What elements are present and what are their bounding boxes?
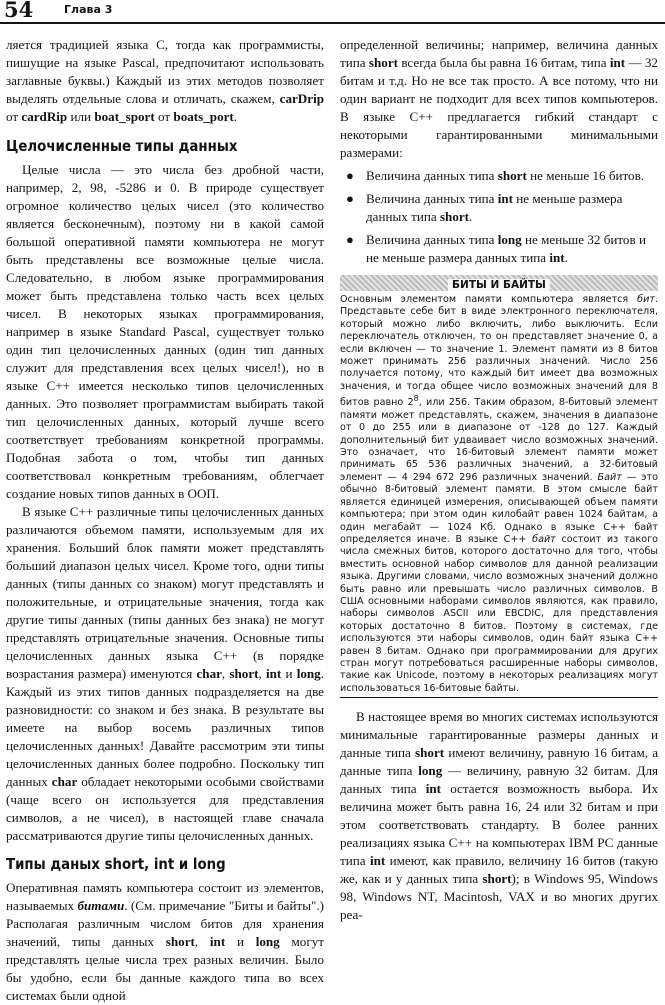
code-name: boats_port	[173, 109, 234, 124]
term-emphasis: байт	[532, 533, 556, 545]
paragraph-integer-sizes: В языке С++ различные типы целочисленных данных различаются объемом памяти, используемым для их хранения. Больший блок памяти может представлять больший диапазон целых чисел. Кроме того, одни типы данных (типы данных со знаком) могут представлять и положительные, и отрицательные значения, тогда как другие типы данных (типы данных без знака) не могут представлять отрицательные значения. Основные типы целочисленных данных языка С++ (в порядке возрастания размера) именуются char, short, int и long. Каждый из этих типов данных подразделяется на две разновидности: со знаком и без знака. В результате вы имеете на выбор восемь различных типов целочисленных данных! Давайте рассмотрим эти типы целочисленных данных более подробно. Поскольку тип данных char обладает некоторыми особыми свойствами (чаще всего он используется для представления символов, а не чисел), в настоящей главе сначала рассматриваются другие типы целочисленных данных.	[6, 504, 324, 843]
left-column	[6, 36, 324, 1005]
list-item: ● Величина данных типа short не меньше 16 битов.	[346, 168, 645, 183]
header-rule	[0, 22, 665, 24]
type-keyword: int	[549, 250, 565, 265]
paragraph-integers: Целые числа — это числа без дробной части, например, 2, 98, -5286 и 0. В природе существует огромное количество целых чисел (это количество является бесконечным), поэтому ни в какой самой большой оперативной памяти компьютера не могут быть представлены все возможные целые числа. Следовательно, в любом языке программирования может быть представлена только часть всех целых чисел. В некоторых языках программирования, например в языке Standard Pascal, существует только один тип целочисленных данных (один тип данных служит для представления всех целых чисел!), но в языке С++ имеется несколько типов целочисленных данных. Это позволяет программистам выбирать такой тип целочисленных данных, который лучше всего соответствует требованиям конкретной программы. Подобная забота о том, чтобы тип данных соответствовал конкретным требованиям, облегчает создание новых типов данных в ООП.	[6, 162, 324, 501]
code-name: boat_sport	[94, 109, 155, 124]
paragraph-sizes-continued: определенной величины; например, величина данных типа short всегда была бы равна 16 битам, типа int — 32 битам и т.д. Но не все так просто. А все потому, что ни один вариант не подходит для всех типов компьютеров. В языке С++ предлагается гибкий стандарт с некоторыми гарантированными минимальными размерами:	[340, 37, 658, 160]
code-name: cardRip	[21, 109, 68, 124]
section-heading-integer-types: Целочисленные типы данных	[6, 137, 238, 155]
code-name: carDrip	[279, 91, 324, 106]
type-keyword: int	[609, 55, 626, 70]
paragraph-naming-continued: ляется традицией языка С, тогда как программисты, пишущие на языке Pascal, предпочитают использовать заглавные буквы.) Каждый из этих методов позволяет выделять отдельные слова и отличать, скажем, carDrip от cardRip или boat_sport от boats_port.	[6, 37, 324, 124]
type-keyword: short	[368, 55, 398, 70]
type-keyword: int	[369, 853, 386, 869]
term-emphasis: Байт	[597, 471, 622, 483]
sidebar-bits-and-bytes	[340, 275, 658, 698]
type-keyword: char	[196, 666, 222, 681]
type-keyword: int	[497, 191, 513, 206]
type-keyword: long	[418, 763, 443, 779]
paragraph-memory-bits: Оперативная память компьютера состоит из элементов, называемых битами. (См. примечание "Биты и байты".) Располагая различным числом битов для хранения значений, типы данных short, int и long могут представлять целые числа трех разных величин. Было бы удобно, если бы данные каждого типа во всех системах были одной	[6, 880, 324, 1003]
section-heading-short-int-long: Типы даных short, int и long	[6, 855, 226, 873]
type-keyword: int	[209, 934, 226, 949]
type-keyword: short	[482, 871, 512, 887]
type-keyword: short	[165, 934, 195, 949]
bullet-icon: ●	[346, 191, 354, 206]
type-keyword: int	[425, 781, 442, 797]
right-column	[340, 36, 658, 924]
type-keyword: long	[255, 934, 280, 949]
type-keyword: short	[415, 745, 445, 761]
term-emphasis: бит	[637, 294, 655, 305]
paragraph-current-systems: В настоящее время во многих системах используются минимальные гарантированные размеры данных и данные типа short имеют величину, равную 16 битам, а данные типа long — величину, равную 32 битам. Для данных типа int остается возможность выбора. Их величина может быть равна 16, 24 или 32 битам и при этом соответствовать стандарту. В более ранних реализациях языка С++ на компьютерах IBM PC данные типа int имеют, как правило, величину 16 битов (такую же, как и у данных типа short); в Windows 95, Windows 98, Windows NT, Macintosh, VAX и во многих других реа-	[340, 709, 659, 923]
bullet-icon: ●	[346, 232, 354, 247]
running-header	[0, 0, 665, 22]
type-keyword: long	[497, 232, 522, 247]
chapter-label: Глава 3	[64, 3, 113, 16]
type-keyword: short	[229, 666, 259, 681]
term-emphasis: битами	[77, 898, 125, 913]
guarantees-list	[340, 167, 658, 267]
type-keyword: char	[51, 774, 78, 789]
type-keyword: short	[439, 209, 470, 224]
list-item: ● Величина данных типа long не меньше 32 битов и не меньше размера данных типа int.	[346, 232, 646, 265]
page-number: 54	[4, 0, 34, 22]
sidebar-text: Основным элементом памяти компьютера является бит. Представьте себе бит в виде электронного переключателя, который можно либо включить, либо выключить. Если переключатель отключен, то он представляет значение 0, а если включен — то значение 1. Элемент памяти из 8 битов может принимать 256 различных значений. Число 256 получается потому, что каждый бит имеет два возможных значения, и тогда общее число возможных значений для 8 битов равно $2^8$, или 256. Таким образом, 8-битовый элемент памяти может представлять, скажем, значения в диапазоне от 0 до 255 или в диапазоне от -128 до 127. Каждый дополнительный бит удваивает число возможных значений. Это означает, что 16-битовый элемент памяти может принимать 65 536 различных значений, а 32-битовый элемент — 4 294 672 296 различных значений. Байт — это обычно 8-битовый элемент памяти. В этом смысле байт является единицей измерения, описывающей объем памяти компьютера; при этом один килобайт равен 1024 байтам, а один мегабайт — 1024 Кб. Однако в языке С++ байт определяется иначе. В языке С++ байт состоит из такого числа смежных битов, которого достаточно для того, чтобы вместить основной набор символов для данной реализации языка. Другими словами, число возможных значений должно быть равно или превышать число различных символов. В США основными наборами символов являются, как правило, наборы символов ASCII или EBCDIC, для представления которых достаточно 8 битов. Поэтому в системах, где используются эти наборы символов, один байт языка С++ равен 8 битам. Однако при программировании для других стран могут потребоваться расширенные наборы символов, такие как Unicode, поэтому в некоторых реализациях могут использоваться 16-битовые байты.	[340, 294, 658, 694]
bullet-icon: ●	[346, 168, 354, 183]
sidebar-title: БИТЫ И БАЙТЫ	[448, 279, 550, 291]
type-keyword: int	[266, 666, 282, 681]
sidebar-title-bar	[340, 275, 658, 291]
type-keyword: short	[497, 168, 527, 183]
list-item: ● Величина данных типа int не меньше размера данных типа short.	[346, 191, 623, 224]
type-keyword: long	[296, 666, 321, 681]
